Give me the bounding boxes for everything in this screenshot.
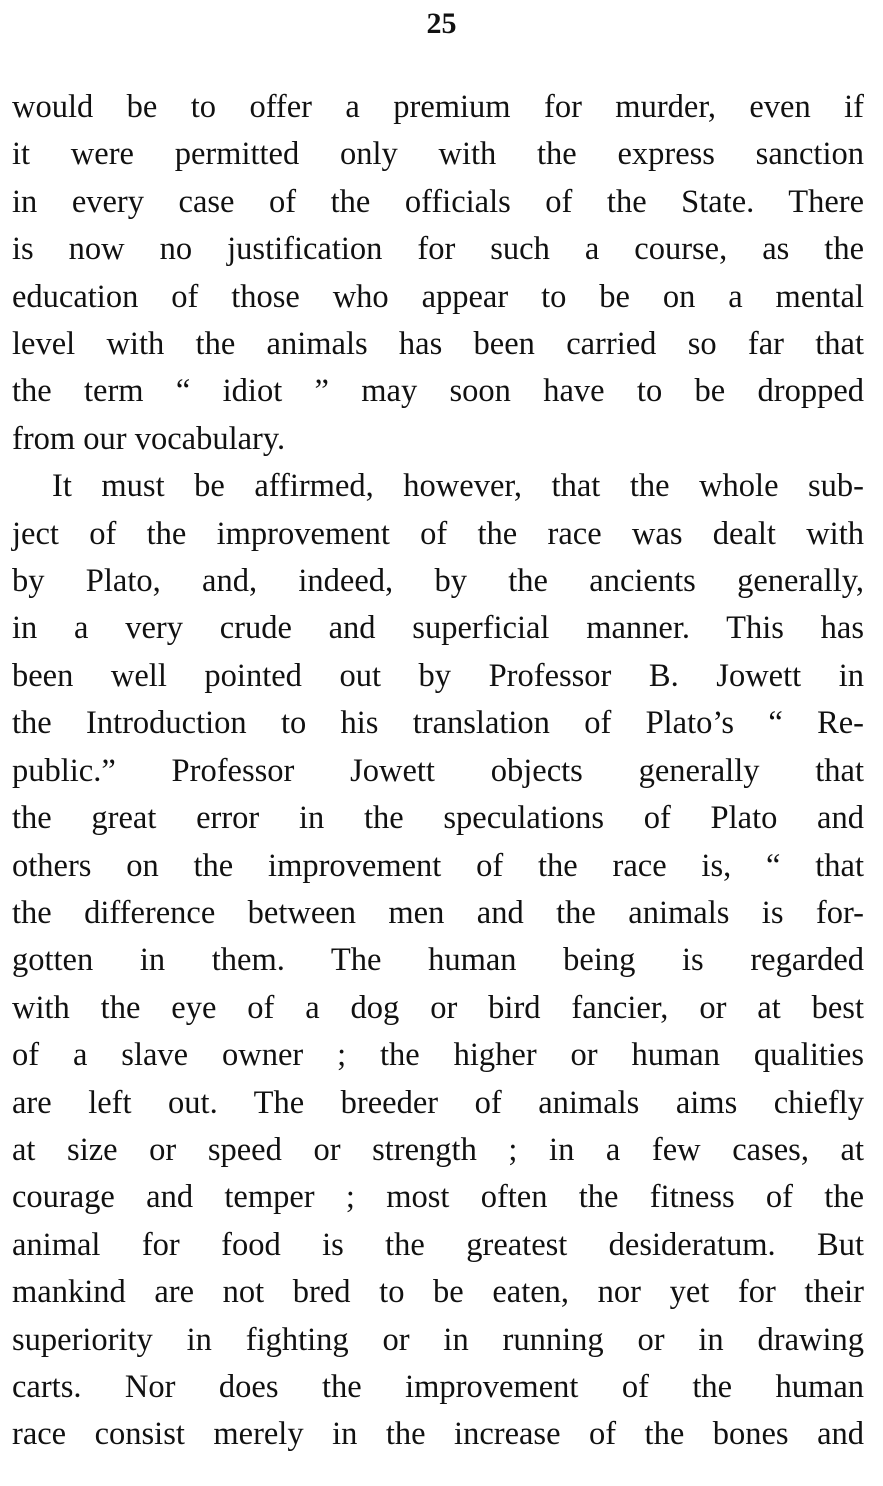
text-line: at size or speed or strength ; in a few cases, at — [12, 1131, 864, 1168]
text-line: would be to offer a premium for murder, even if — [12, 89, 864, 125]
text-line: the difference between men and the animals is for- — [12, 894, 864, 931]
text-line: is now no justification for such a course, as the — [12, 231, 864, 268]
text-line: others on the improvement of the race is, “ that — [12, 847, 864, 884]
text-line: courage and temper ; most often the fitness of the — [12, 1179, 864, 1216]
text-line: gotten in them. The human being is regarded — [12, 942, 864, 979]
text-line: been well pointed out by Professor B. Jowett in — [12, 657, 864, 694]
text-line: the term “ idiot ” may soon have to be dropped — [12, 373, 864, 410]
text-line: public.” Professor Jowett objects generally that — [12, 752, 864, 789]
text-line: in every case of the officials of the State. There — [12, 183, 864, 220]
text-line: of a slave owner ; the higher or human qualities — [12, 1037, 864, 1074]
text-line: race consist merely in the increase of the bones and — [12, 1416, 864, 1453]
page-number: 25 — [426, 7, 457, 40]
paragraph-1 — [12, 84, 864, 463]
text-line: ject of the improvement of the race was dealt with — [12, 515, 864, 552]
text-line: by Plato, and, indeed, by the ancients generally, — [12, 563, 864, 600]
text-line: education of those who appear to be on a mental — [12, 278, 864, 315]
text-line: are left out. The breeder of animals aims chiefly — [12, 1084, 864, 1121]
text-line: It must be affirmed, however, that the whole sub- — [52, 468, 864, 505]
text-line: from our vocabulary. — [12, 420, 286, 457]
text-line: the Introduction to his translation of Plato’s “ Re- — [12, 705, 864, 742]
text-line: carts. Nor does the improvement of the human — [12, 1368, 864, 1405]
body-text — [12, 84, 864, 1459]
text-line: superiority in fighting or in running or in drawing — [12, 1321, 864, 1358]
paragraph-2 — [12, 463, 864, 1459]
text-line: with the eye of a dog or bird fancier, or at best — [12, 989, 864, 1026]
text-line: level with the animals has been carried so far that — [12, 326, 864, 363]
text-line: mankind are not bred to be eaten, nor yet for their — [12, 1274, 864, 1311]
text-line: the great error in the speculations of Plato and — [12, 800, 864, 837]
text-line: animal for food is the greatest desideratum. But — [12, 1226, 864, 1263]
text-line: in a very crude and superficial manner. This has — [12, 610, 864, 647]
text-line: it were permitted only with the express sanction — [12, 136, 864, 173]
